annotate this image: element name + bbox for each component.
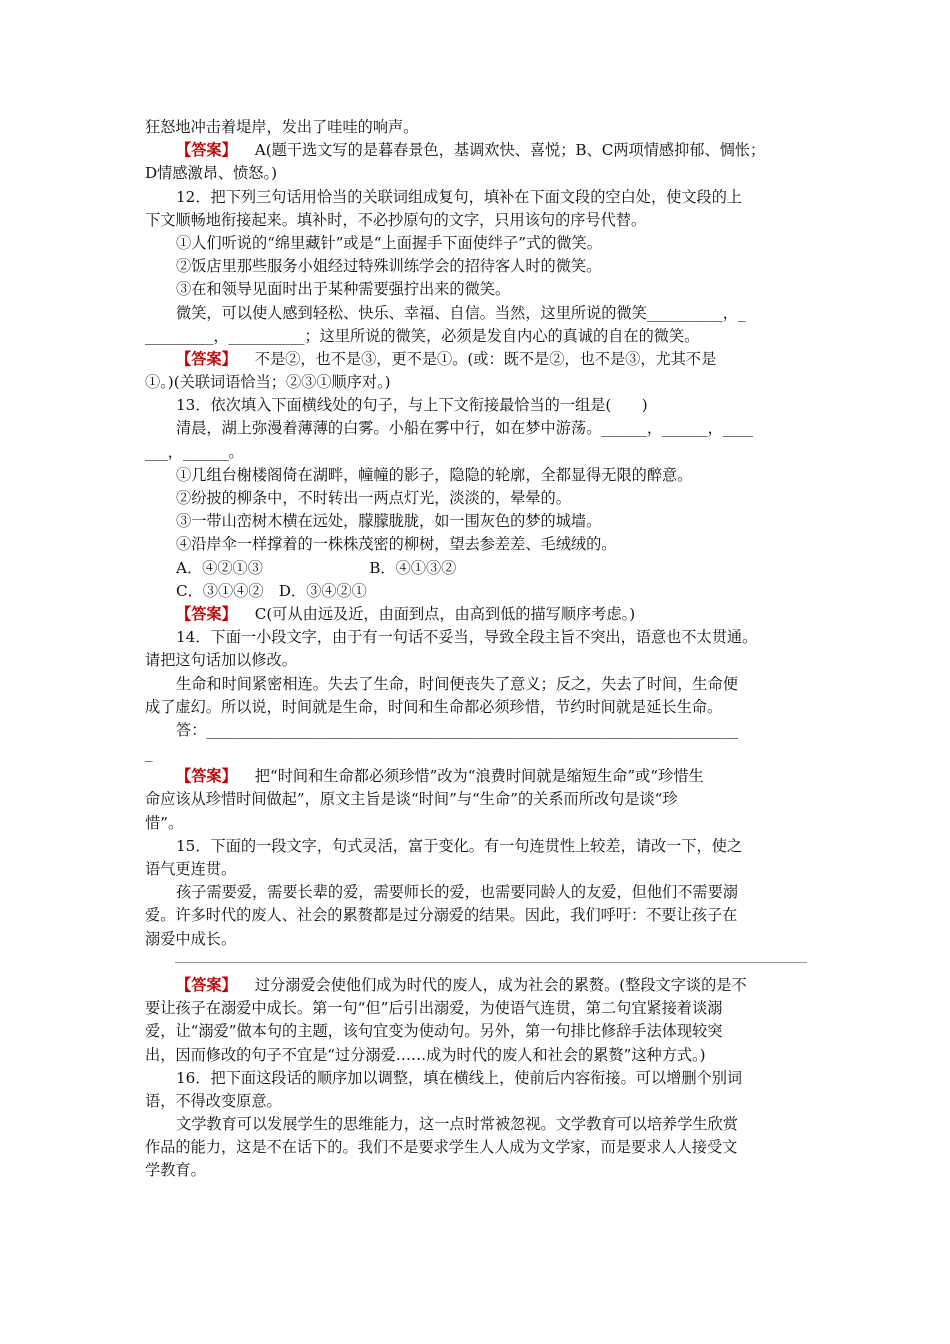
line-text: ②纷披的柳条中，不时转出一两点灯光，淡淡的，晕晕的。 <box>176 489 571 507</box>
document-page <box>145 116 807 1183</box>
answer-label: 【答案】 <box>176 349 237 368</box>
line-text: 生命和时间紧密相连。失去了生命，时间便丧失了意义；反之，失去了时间，生命便 <box>176 674 738 693</box>
text-line <box>145 742 807 765</box>
line-text: A(题干选文写的是暮春景色，基调欢快、喜悦；B、C两项情感抑郁、惆怅； <box>254 141 766 160</box>
text-line <box>145 719 807 742</box>
line-text: 语，不得改变原意。 <box>145 1091 282 1110</box>
line-text: 溺爱中成长。 <box>145 929 237 948</box>
line-text: 成了虚幻。所以说，时间就是生命，时间和生命都必须珍惜，节约时间就是延长生命。 <box>145 697 723 716</box>
text-line <box>145 928 807 951</box>
text-line <box>145 533 807 556</box>
line-text: 学教育。 <box>145 1161 206 1180</box>
answer-line <box>145 974 807 997</box>
answer-rule-line <box>145 951 807 974</box>
line-text: 请把这句话加以修改。 <box>145 651 297 670</box>
text-line <box>145 394 807 417</box>
line-text: ①几组台榭楼阁倚在湖畔，幢幢的影子，隐隐的轮廓，全都显得无限的醉意。 <box>176 465 693 484</box>
text-line <box>145 904 807 927</box>
line-text: 14．下面一小段文字，由于有一句话不妥当，导致全段主旨不突出，语意也不太贯通。 <box>176 628 758 647</box>
text-line <box>145 1136 807 1159</box>
line-text: 狂怒地冲击着堤岸，发出了哇哇的响声。 <box>145 118 419 136</box>
answer-label: 【答案】 <box>176 141 237 160</box>
text-line <box>145 162 807 185</box>
answer-label: 【答案】 <box>176 767 237 786</box>
text-line <box>145 325 807 348</box>
line-text: 文学教育可以发展学生的思维能力，这一点时常被忽视。文学教育可以培养学生欣赏 <box>176 1115 738 1134</box>
text-line <box>145 835 807 858</box>
line-text: 清晨，湖上弥漫着薄薄的白雾。小船在雾中行，如在梦中游荡。______，______，____ <box>176 419 754 438</box>
line-text: _________，__________；这里所说的微笑，必须是发自内心的真诚的自在的微笑。 <box>145 326 700 345</box>
text-line <box>145 278 807 301</box>
line-text: ③在和领导见面时出于某种需要强拧出来的微笑。 <box>176 280 511 299</box>
line-text: ②饭店里那些服务小姐经过特殊训练学会的招待客人时的微笑。 <box>176 257 602 276</box>
line-text: 爱，让“溺爱”做本句的主题，该句宜变为使动句。另外，第一句排比修辞手法体现较突 <box>145 1022 723 1041</box>
text-line <box>145 1090 807 1113</box>
text-line <box>145 881 807 904</box>
answer-label: 【答案】 <box>176 604 237 623</box>
line-text: 15．下面的一段文字，句式灵活，富于变化。有一句连贯性上较差，请改一下，使之 <box>176 836 743 855</box>
line-text: 16．把下面这段话的顺序加以调整，填在横线上，使前后内容衔接。可以增删个别词 <box>176 1068 743 1087</box>
text-line <box>145 812 807 835</box>
divider-line <box>175 962 807 963</box>
text-line <box>145 649 807 672</box>
text-line <box>145 1159 807 1182</box>
text-line <box>145 464 807 487</box>
text-line <box>145 209 807 232</box>
line-text: 孩子需要爱，需要长辈的爱，需要师长的爱，也需要同龄人的友爱，但他们不需要溺 <box>176 883 738 902</box>
text-line <box>145 232 807 255</box>
text-line <box>145 186 807 209</box>
text-line <box>145 487 807 510</box>
text-line <box>145 441 807 464</box>
answer-line <box>145 765 807 788</box>
text-line <box>145 255 807 278</box>
line-text: 微笑，可以使人感到轻松、快乐、幸福、自信。当然，这里所说的微笑__________，_ <box>176 303 746 322</box>
text-line <box>145 302 807 325</box>
line-text: 不是②，也不是③，更不是①。(或：既不是②，也不是③，尤其不是 <box>254 349 717 368</box>
line-text: 12．把下列三句话用恰当的关联词组成复句，填补在下面文段的空白处，使文段的上 <box>176 187 743 206</box>
line-text: 13．依次填入下面横线处的句子，与上下文衔接最恰当的一组是( ) <box>176 396 648 415</box>
text-line <box>145 1044 807 1067</box>
text-line <box>145 580 807 603</box>
text-line <box>145 1113 807 1136</box>
line-text: ③一带山峦树木横在远处，朦朦胧胧，如一围灰色的梦的城墙。 <box>176 512 602 531</box>
line-text: 要让孩子在溺爱中成长。第一句“但”后引出溺爱，为使语气连贯，第二句宜紧接着谈溺 <box>145 999 723 1018</box>
line-text: 作品的能力，这是不在话下的。我们不是要求学生人人成为文学家，而是要求人人接受文 <box>145 1138 738 1157</box>
line-text: ___，______。 <box>145 442 244 461</box>
answer-line <box>145 348 807 371</box>
text-line <box>145 557 807 580</box>
line-text: _ <box>145 744 153 763</box>
text-line <box>145 116 807 139</box>
line-text: 过分溺爱会使他们成为时代的废人，成为社会的累赘。(整段文字谈的是不 <box>254 975 747 994</box>
text-line <box>145 696 807 719</box>
line-text: ④沿岸伞一样撑着的一株株茂密的柳树，望去参差差、毛绒绒的。 <box>176 535 617 554</box>
text-line <box>145 417 807 440</box>
line-text: 把“时间和生命都必须珍惜”改为“浪费时间就是缩短生命”或“珍惜生 <box>254 767 704 786</box>
line-text: ①。)(关联词语恰当；②③①顺序对。) <box>145 373 391 392</box>
line-text: 语气更连贯。 <box>145 860 237 878</box>
line-text: 出，因而修改的句子不宜是“过分溺爱……成为时代的废人和社会的累赘”这种方式。) <box>145 1045 706 1064</box>
line-text: A．④②①③ B．④①③② <box>176 558 457 577</box>
text-line <box>145 510 807 533</box>
line-text: C(可从由远及近，由面到点，由高到低的描写顺序考虑。) <box>254 604 636 623</box>
line-text: 答：______________________________________________________________________ <box>176 720 738 739</box>
line-text: ①人们听说的“绵里藏针”或是“上面握手下面使绊子”式的微笑。 <box>176 233 602 252</box>
text-line <box>145 673 807 696</box>
text-line <box>145 1067 807 1090</box>
line-text: 命应该从珍惜时间做起”，原文主旨是谈“时间”与“生命”的关系而所改句是谈“珍 <box>145 790 678 809</box>
line-text: C．③①④② D．③④②① <box>176 581 367 600</box>
text-line <box>145 371 807 394</box>
text-line <box>145 858 807 881</box>
text-line <box>145 1020 807 1043</box>
line-text: D情感激昂、愤怒。) <box>145 164 278 183</box>
line-text: 惜”。 <box>145 813 184 832</box>
line-text: 下文顺畅地衔接起来。填补时，不必抄原句的文字，只用该句的序号代替。 <box>145 210 647 229</box>
text-line <box>145 997 807 1020</box>
answer-line <box>145 139 807 162</box>
line-text: 爱。许多时代的废人、社会的累赘都是过分溺爱的结果。因此，我们呼吁：不要让孩子在 <box>145 906 738 925</box>
answer-line <box>145 603 807 626</box>
text-line <box>145 788 807 811</box>
text-line <box>145 626 807 649</box>
answer-label: 【答案】 <box>176 975 237 994</box>
